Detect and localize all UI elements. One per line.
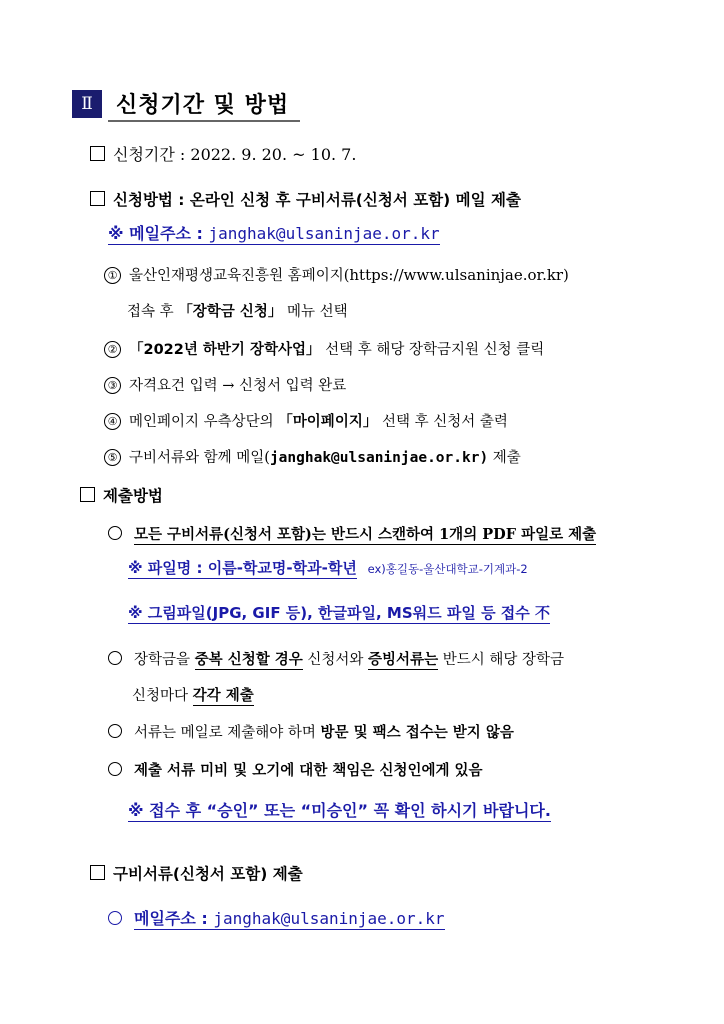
step-number: ④ — [104, 413, 121, 430]
period-label: 신청기간 : 2022. 9. 20. ~ 10. 7. — [113, 145, 357, 164]
documents-email-row — [108, 906, 445, 929]
bullet-circle-icon — [108, 724, 122, 738]
step-text: 메인페이지 우측상단의 — [129, 414, 279, 430]
period-row — [90, 142, 356, 165]
step-text: 선택 후 해당 장학금지원 신청 클릭 — [320, 342, 545, 358]
confirm-row — [128, 798, 551, 821]
item-text: 서류는 메일로 제출해야 하며 — [134, 725, 321, 741]
email-link[interactable]: janghak@ulsaninjae.or.kr — [208, 224, 440, 243]
submission-row — [80, 484, 163, 506]
checkbox-icon — [90, 191, 105, 206]
item-text: 신청마다 — [132, 688, 193, 704]
section-number-badge: Ⅱ — [72, 90, 102, 118]
submission-label: 제출방법 — [103, 487, 163, 505]
email-link[interactable]: janghak@ulsaninjae.or.kr) — [269, 450, 489, 466]
method-label: 신청방법 : 온라인 신청 후 구비서류(신청서 포함) 메일 제출 — [113, 191, 521, 209]
email-prefix: 메일주소 : — [134, 909, 214, 928]
bullet-circle-icon — [108, 526, 122, 540]
step-text: 자격요건 입력 → 신청서 입력 완료 — [129, 378, 347, 394]
section-title: 신청기간 및 방법 — [116, 93, 290, 118]
documents-label: 구비서류(신청서 포함) 제출 — [113, 865, 303, 883]
item-text: 장학금을 — [134, 652, 195, 668]
checkbox-icon — [90, 146, 105, 161]
documents-row — [90, 862, 303, 884]
step-text: 구비서류와 함께 메일( — [129, 450, 270, 466]
step-number: ① — [104, 267, 121, 284]
bullet-circle-icon — [108, 651, 122, 665]
step-text: 선택 후 신청서 출력 — [377, 414, 508, 430]
filename-row — [128, 557, 528, 578]
filename-example: ex)홍길동-울산대학교-기계과-2 — [367, 562, 528, 576]
submission-item-2-cont — [132, 684, 254, 705]
email-link[interactable]: janghak@ulsaninjae.or.kr — [213, 909, 445, 928]
item-emphasis: 방문 및 팩스 접수는 받지 않음 — [320, 724, 514, 741]
item-emphasis: 중복 신청할 경우 — [194, 651, 303, 668]
step-2 — [104, 338, 544, 359]
item-emphasis: 증빙서류는 — [368, 651, 439, 668]
email-prefix: ※ 메일주소 : — [108, 224, 209, 243]
item-text: 반드시 해당 장학금 — [438, 652, 564, 668]
step-number: ② — [104, 341, 121, 358]
item-emphasis: 각각 제출 — [192, 687, 254, 704]
step-text: 울산인재평생교육진흥원 홈페이지( — [129, 268, 350, 284]
submission-item-2 — [108, 648, 564, 669]
submission-item-4 — [108, 759, 483, 780]
step-bold: 「2022년 하반기 장학사업」 — [129, 342, 321, 358]
submission-item-3 — [108, 721, 514, 742]
confirm-text: ※ 접수 후 “승인” 또는 “미승인” 꼭 확인 하시기 바랍니다. — [128, 801, 551, 820]
step-4 — [104, 410, 508, 431]
checkbox-icon — [80, 487, 95, 502]
submission-item-1 — [108, 523, 596, 544]
section-title-underline — [108, 120, 300, 122]
step-text: 제출 — [488, 450, 521, 466]
item-text: 모든 구비서류(신청서 포함)는 반드시 스캔하여 1개의 PDF 파일로 제출 — [134, 526, 597, 543]
item-text: 제출 서류 미비 및 오기에 대한 책임은 신청인에게 있음 — [134, 762, 483, 779]
bullet-circle-icon — [108, 911, 122, 925]
step-bold: 「장학금 신청」 — [178, 304, 283, 320]
not-accepted-row — [128, 602, 550, 623]
not-accepted-text: ※ 그림파일(JPG, GIF 등), 한글파일, MS워드 파일 등 접수 不 — [128, 604, 550, 622]
item-text: 신청서와 — [302, 652, 369, 668]
step-text: 메뉴 선택 — [282, 304, 348, 320]
step-number: ⑤ — [104, 449, 121, 466]
method-email-row — [108, 221, 440, 244]
bullet-circle-icon — [108, 762, 122, 776]
homepage-url[interactable]: https://www.ulsaninjae.or.kr — [349, 266, 564, 284]
checkbox-icon — [90, 865, 105, 880]
step-bold: 「마이페이지」 — [278, 414, 378, 430]
step-text: ) — [563, 268, 569, 284]
filename-label: ※ 파일명 : 이름-학교명-학과-학년 — [128, 559, 357, 577]
step-1 — [104, 264, 569, 285]
step-5 — [104, 446, 521, 467]
step-number: ③ — [104, 377, 121, 394]
step-text: 접속 후 — [127, 304, 179, 320]
step-1-cont — [127, 300, 348, 321]
method-row — [90, 188, 521, 210]
step-3 — [104, 374, 346, 395]
